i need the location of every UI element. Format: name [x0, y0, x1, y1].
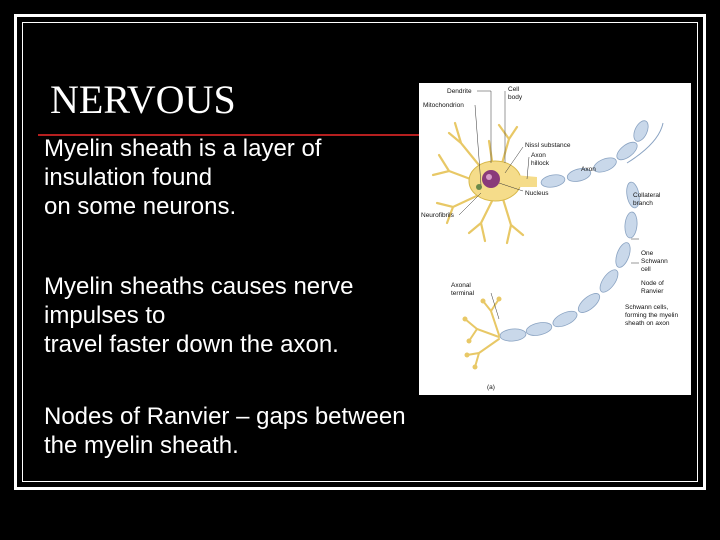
paragraph-nodes-of-ranvier [44, 402, 406, 460]
nucleolus [486, 174, 492, 180]
label-schwann-sheath: Schwann cells, [625, 304, 669, 311]
label-neurofibrils: Neurofibrils [421, 212, 454, 219]
text-line: on some neurons. [44, 193, 237, 220]
label-axon-terminal: Axonal [451, 282, 471, 289]
label-cell-body: Cell [508, 86, 520, 93]
text-line: travel faster down the axon. [44, 331, 339, 358]
slide-title: NERVOUS [50, 77, 236, 122]
label-nissl: Nissl substance [525, 142, 571, 149]
label-schwann-sheath: forming the myelin [625, 312, 679, 319]
label-dendrite: Dendrite [447, 88, 472, 95]
text-line: insulation found [44, 164, 213, 191]
axon-hillock [515, 175, 537, 187]
label-axon-hillock: Axon [531, 152, 546, 159]
text-line: the myelin sheath. [44, 432, 239, 459]
label-schwann: cell [641, 266, 651, 273]
label-schwann-sheath: sheath on axon [625, 320, 670, 327]
label-nucleus: Nucleus [525, 190, 549, 197]
neuron-illustration [419, 83, 691, 395]
label-cell-body: body [508, 94, 523, 101]
axon-terminals [465, 299, 499, 367]
label-schwann: Schwann [641, 258, 668, 265]
text-line: Myelin sheaths causes nerve [44, 273, 354, 300]
label-collateral: Collateral [633, 192, 661, 199]
neuron-diagram [419, 83, 691, 395]
label-axon-hillock: hillock [531, 160, 550, 167]
text-line: impulses to [44, 302, 166, 329]
text-line: Myelin sheath is a layer of [44, 135, 322, 162]
label-schwann: One [641, 250, 654, 257]
label-collateral: branch [633, 200, 653, 207]
label-axon: Axon [581, 166, 596, 173]
paragraph-myelin-definition [44, 134, 321, 221]
paragraph-myelin-function [44, 272, 354, 359]
label-mitochondrion: Mitochondrion [423, 102, 464, 109]
label-node-of-ranvier: Node of [641, 280, 664, 287]
label-node-of-ranvier: Ranvier [641, 288, 664, 295]
label-panel: (a) [487, 384, 495, 391]
label-axon-terminal: terminal [451, 290, 475, 297]
text-line: Nodes of Ranvier – gaps between [44, 403, 406, 430]
